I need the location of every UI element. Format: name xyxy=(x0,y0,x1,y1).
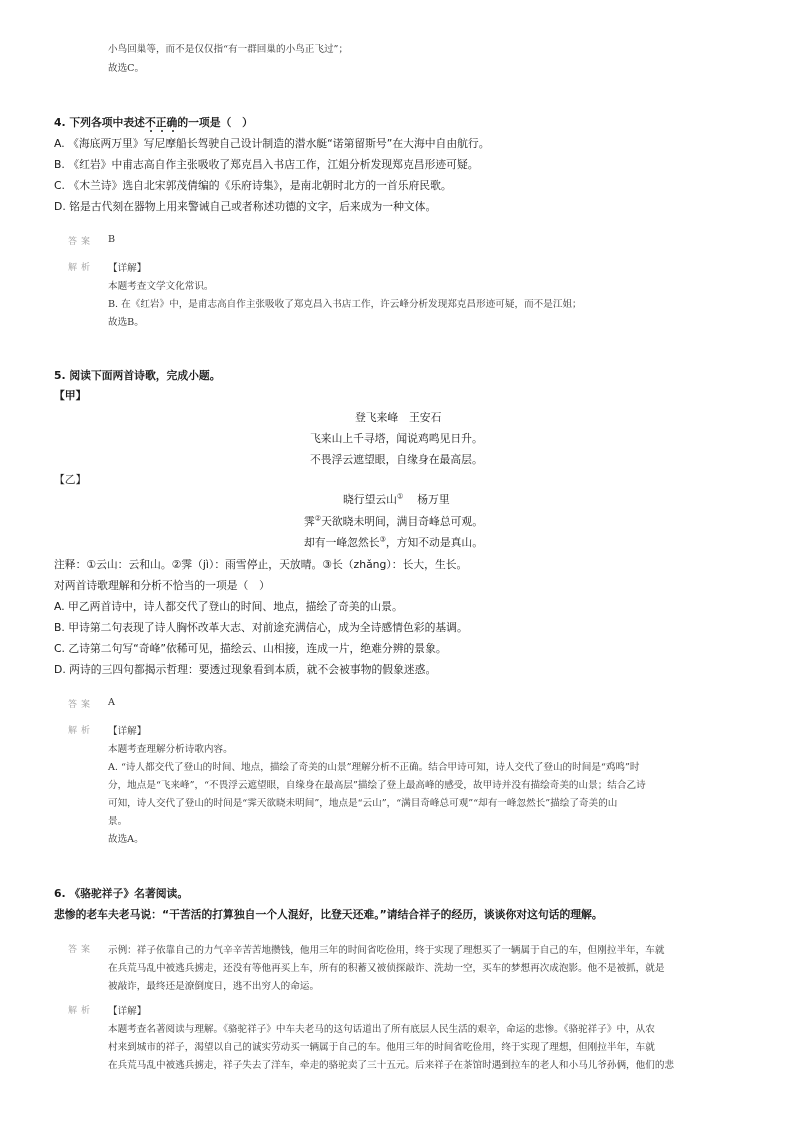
q6-answer-line: 被敲诈，最终还是潦倒度日，逃不出穷人的命运。 xyxy=(108,981,320,992)
poem2-line-text: 霁 xyxy=(304,515,315,528)
q4-analysis-label: 解析 xyxy=(68,263,95,273)
poem-yi-label: 【乙】 xyxy=(54,473,87,486)
q6-answer-line: 示例：祥子依靠自己的力气辛辛苦苦地攒钱，他用三年的时间省吃俭用，终于实现了理想买了一辆属于自己的车，但刚拉半年，车就 xyxy=(108,945,665,956)
poem2-author: 杨万里 xyxy=(417,493,450,506)
q5-answer-label: 答案 xyxy=(68,700,95,710)
q4-analysis-line: 本题考查文学文化常识。 xyxy=(108,281,214,292)
poem2-line xyxy=(304,514,483,529)
footnote-marker: ③ xyxy=(379,535,386,544)
poem2-line-text: 天欲晓未明间，满目奇峰总可观。 xyxy=(321,515,484,528)
q6-analysis-label: 解析 xyxy=(68,1006,95,1016)
q5-option-b: B. 甲诗第二句表现了诗人胸怀改革大志、对前途充满信心，成为全诗感情色彩的基调。 xyxy=(54,621,468,634)
q5-analysis-label: 解析 xyxy=(68,726,95,736)
q4-option-c: C. 《木兰诗》选自北宋郭茂倩编的《乐府诗集》，是南北朝时北方的一首乐府民歌。 xyxy=(54,179,452,192)
emphasis-dot xyxy=(172,130,174,132)
q5-option-c: C. 乙诗第二句写“奇峰”依稀可见，描绘云、山相接，连成一片，绝难分辨的景象。 xyxy=(54,642,447,655)
q4-option-a: A. 《海底两万里》写尼摩船长驾驶自己设计制造的潜水艇“诺第留斯号”在大海中自由航行。 xyxy=(54,137,490,150)
footnote-marker: ① xyxy=(396,492,404,501)
q5-analysis-line: 分，地点是“飞来峰”，“不畏浮云遮望眼，自缘身在最高层”描绘了登上最高峰的感受，故甲诗并没有描绘奇美的山景；结合乙诗 xyxy=(108,780,646,791)
poem2-title xyxy=(343,492,450,507)
q4-answer-label: 答案 xyxy=(68,237,95,247)
question-6-title: 6. 《骆驼祥子》名著阅读。 xyxy=(54,887,189,900)
q6-answer-line: 在兵荒马乱中被逃兵掳走，还没有等他再买上车，所有的积蓄又被侦探敲诈、洗劫一空，买车的梦想再次成泡影。他不是被抓，就是 xyxy=(108,963,665,974)
q4-analysis-line: 故选B。 xyxy=(108,317,144,328)
q5-analysis-line: A. “诗人都交代了登山的时间、地点，描绘了奇美的山景”理解分析不正确。结合甲诗可知，诗人交代了登山的时间是“鸡鸣”时 xyxy=(108,762,640,773)
emphasis-dot xyxy=(150,130,152,132)
poem1-line: 飞来山上千寻塔，闻说鸡鸣见日升。 xyxy=(310,432,483,445)
q5-analysis-line: 可知，诗人交代了登山的时间是“霁天欲晓未明间”，地点是“云山”，“满目奇峰总可观”“却有一峰忽然长”描绘了奇美的山 xyxy=(108,798,618,809)
q4-analysis-line: 【详解】 xyxy=(108,263,147,274)
q5-analysis-line: 本题考查理解分析诗歌内容。 xyxy=(108,744,233,755)
poem1-line: 不畏浮云遮望眼，自缘身在最高层。 xyxy=(310,453,483,466)
q4-option-b: B. 《红岩》中甫志高自作主张吸收了郑克昌入书店工作，江姐分析发现郑克昌形迹可疑。 xyxy=(54,158,479,171)
q5-question: 对两首诗歌理解和分析不恰当的一项是（ ） xyxy=(54,579,270,592)
poem-jia-label: 【甲】 xyxy=(54,389,87,402)
q4-analysis-line: B. 在《红岩》中，是甫志高自作主张吸收了郑克昌入书店工作，许云峰分析发现郑克昌形迹可疑，而不是江姐； xyxy=(108,299,582,310)
poem2-line-text: 却有一峰忽然长 xyxy=(304,536,380,549)
question-5-title: 5. 阅读下面两首诗歌，完成小题。 xyxy=(54,369,221,382)
poem2-line-text: ，方知不动是真山。 xyxy=(385,536,484,549)
q4-answer: B xyxy=(108,234,116,245)
q5-option-d: D. 两诗的三四句都揭示哲理：要透过现象看到本质，就不会被事物的假象迷惑。 xyxy=(54,663,437,676)
poem1-title: 登飞来峰 王安石 xyxy=(355,411,442,424)
footnote-marker: ② xyxy=(314,514,322,523)
prev-analysis-conclusion: 故选C。 xyxy=(108,63,145,74)
poem2-line xyxy=(304,535,483,550)
q5-analysis-line: 景。 xyxy=(108,816,128,827)
q4-option-d: D. 铭是古代刻在器物上用来警诫自己或者称述功德的文字，后来成为一种文体。 xyxy=(54,200,437,213)
emphasis-dot xyxy=(161,130,163,132)
question-4-title: 4. 下列各项中表述不正确的一项是（ ） xyxy=(54,116,253,129)
poem2-title-text: 晓行望云山 xyxy=(343,493,397,506)
q6-prompt: 悲惨的老车夫老马说：“干苦活的打算独自一个人混好，比登天还难。”请结合祥子的经历，谈谈你对这句话的理解。 xyxy=(54,908,603,921)
q5-option-a: A. 甲乙两首诗中，诗人都交代了登山的时间、地点，描绘了奇美的山景。 xyxy=(54,600,403,613)
q6-analysis-line: 村来到城市的祥子，渴望以自己的诚实劳动买一辆属于自己的车。他用三年的时间省吃俭用，终于实现了理想，但刚拉半年，车就 xyxy=(108,1042,655,1053)
poem-notes: 注释：①云山：云和山。②霁（jì）：雨雪停止，天放晴。③长（zhǎng）：长大，生长。 xyxy=(54,558,468,571)
q6-analysis-line: 在兵荒马乱中被逃兵掳走，祥子失去了洋车，牵走的骆驼卖了三十五元。后来祥子在茶馆时遇到拉车的老人和小马儿爷孙俩，他们的悲 xyxy=(108,1060,675,1071)
q6-answer-label: 答案 xyxy=(68,945,95,955)
q6-analysis-line: 【详解】 xyxy=(108,1006,147,1017)
prev-analysis-line: 小鸟回巢等，而不是仅仅指“有一群回巢的小鸟正飞过”； xyxy=(108,44,349,55)
q5-answer: A xyxy=(108,697,115,708)
q6-analysis-line: 本题考查名著阅读与理解。《骆驼祥子》中车夫老马的这句话道出了所有底层人民生活的艰辛，命运的悲惨。《骆驼祥子》中，从农 xyxy=(108,1024,655,1035)
q5-analysis-line: 故选A。 xyxy=(108,834,144,845)
q5-analysis-line: 【详解】 xyxy=(108,726,147,737)
